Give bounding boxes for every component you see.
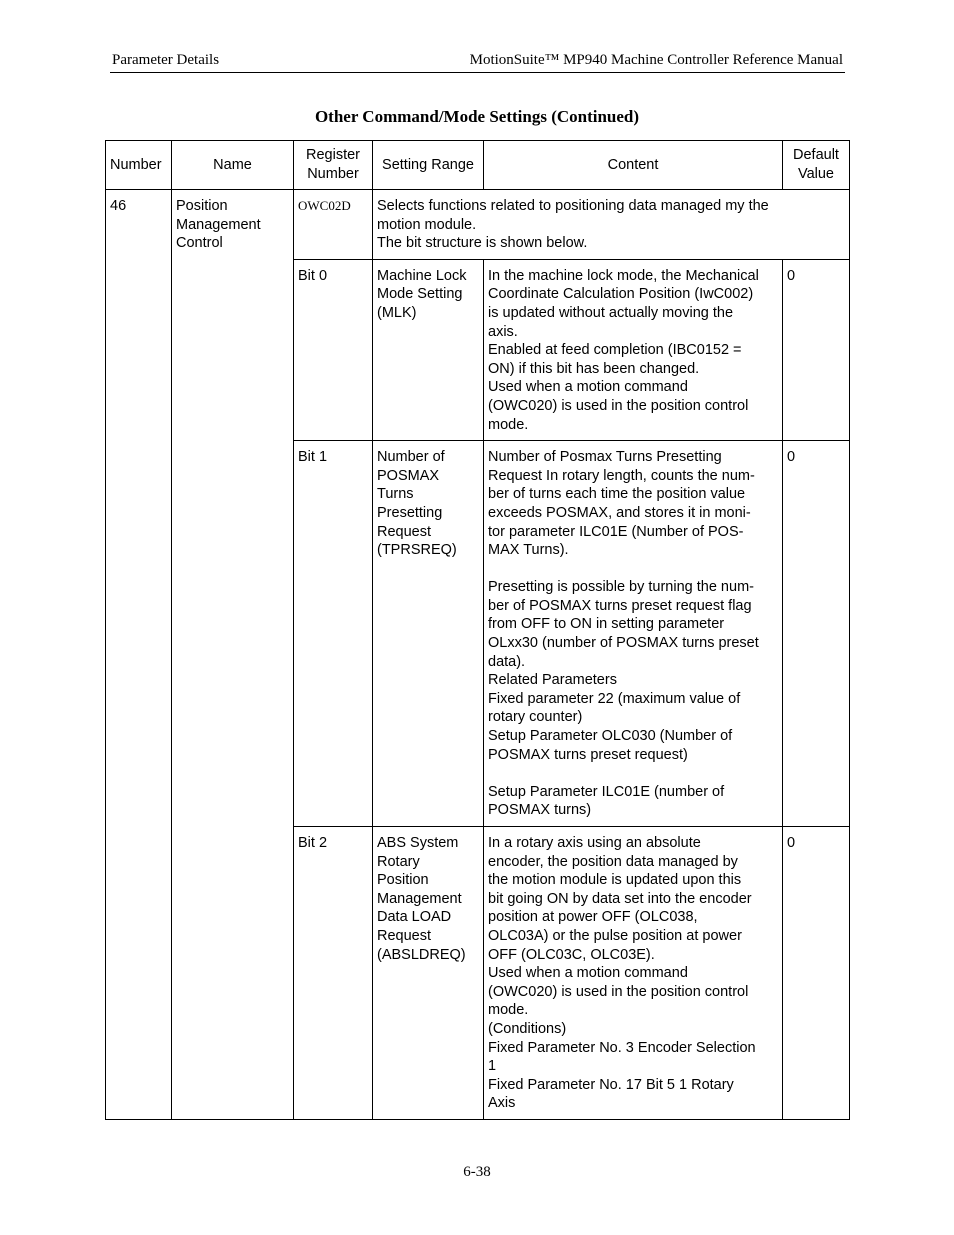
setting-line: Data LOAD (377, 909, 452, 926)
content-line: bit going ON by data set into the encoder (488, 890, 752, 907)
bit-label: Bit 2 (294, 827, 373, 1120)
setting-line: Request (377, 523, 432, 540)
setting-line: Presetting (377, 504, 443, 521)
content-line: Presetting is possible by turning the num- (488, 579, 754, 596)
name-line: Control (176, 235, 223, 252)
bit-content (484, 259, 783, 440)
content-line: exceeds POSMAX, and stores it in moni- (488, 504, 751, 521)
content-line: OLxx30 (number of POSMAX turns preset (488, 635, 759, 652)
content-line: Used when a motion command (488, 379, 688, 396)
column-header-name: Name (172, 141, 294, 190)
content-line: Axis (488, 1095, 516, 1112)
content-line: POSMAX turns) (488, 802, 592, 819)
content-line: ON) if this bit has been changed. (488, 360, 700, 377)
setting-line: (MLK) (377, 304, 417, 321)
content-line: Setup Parameter ILC01E (number of (488, 783, 725, 800)
bit-label: Bit 1 (294, 441, 373, 827)
content-line: Related Parameters (488, 672, 617, 689)
setting-line: Machine Lock (377, 267, 467, 284)
column-header-number: Number (106, 141, 172, 190)
setting-line: Request (377, 927, 432, 944)
content-line: Setup Parameter OLC030 (Number of (488, 728, 733, 745)
register-number: OWC02D (294, 190, 373, 260)
setting-line: Rotary (377, 853, 420, 870)
default-value: 0 (783, 827, 850, 1120)
content-line: ber of POSMAX turns preset request flag (488, 597, 752, 614)
content-line: the motion module is updated upon this (488, 872, 742, 889)
setting-range (373, 441, 484, 827)
paragraph-gap (488, 560, 778, 579)
content-line: In the machine lock mode, the Mechanical (488, 267, 759, 284)
content-line: mode. (488, 416, 529, 433)
section-title: Other Command/Mode Settings (Continued) (314, 107, 640, 126)
setting-range (373, 259, 484, 440)
content-line: In a rotary axis using an absolute (488, 835, 701, 851)
parameter-table (105, 140, 850, 1120)
column-header-register-number (294, 141, 373, 190)
content-line: mode. (488, 1002, 529, 1019)
content-line: axis. (488, 323, 518, 340)
content-line: Enabled at feed completion (IBC0152 = (488, 342, 742, 359)
setting-line: Management (377, 890, 462, 907)
default-value: 0 (783, 441, 850, 827)
paragraph-gap (488, 764, 778, 783)
content-line: Coordinate Calculation Position (IwC002) (488, 286, 754, 303)
setting-line: Turns (377, 486, 414, 503)
header-line: Register (306, 147, 360, 164)
column-header-content: Content (484, 141, 783, 190)
content-line: tor parameter ILC01E (Number of POS- (488, 523, 744, 540)
table-row (106, 190, 850, 260)
running-header-manual-title: MotionSuite™ MP940 Machine Controller Reference Manual (469, 52, 843, 68)
parameter-number: 46 (106, 190, 172, 1120)
running-header-section: Parameter Details (112, 52, 220, 68)
setting-line: (ABSLDREQ) (377, 946, 466, 963)
content-line: rotary counter) (488, 709, 583, 726)
content-line: POSMAX turns preset request) (488, 746, 688, 763)
column-header-default-value (783, 141, 850, 190)
default-value: 0 (783, 259, 850, 440)
content-line: (OWC020) is used in the position control (488, 397, 749, 414)
header-line: Value (797, 166, 834, 182)
content-line: Request In rotary length, counts the num- (488, 467, 755, 484)
content-line: Number of Posmax Turns Presetting (488, 449, 722, 466)
content-line: encoder, the position data managed by (488, 853, 738, 870)
bit-content (484, 827, 783, 1120)
content-line: is updated without actually moving the (488, 304, 734, 321)
header-divider (110, 72, 845, 73)
parameter-description (373, 190, 850, 260)
parameter-name (172, 190, 294, 1120)
content-line: Used when a motion command (488, 965, 688, 982)
content-line: data). (488, 653, 526, 670)
content-line: Fixed parameter 22 (maximum value of (488, 690, 741, 707)
table-header-row (106, 141, 850, 190)
setting-line: Position (377, 872, 429, 889)
column-header-setting-range: Setting Range (373, 141, 484, 190)
content-line: (OWC020) is used in the position control (488, 983, 749, 1000)
content-line: 1 (488, 1058, 497, 1075)
content-line: (Conditions) (488, 1020, 567, 1037)
content-line: MAX Turns). (488, 542, 569, 559)
description-line: motion module. (377, 216, 477, 233)
content-line: position at power OFF (OLC038, (488, 909, 698, 926)
setting-line: ABS System (377, 835, 459, 851)
name-line: Position (176, 198, 228, 214)
content-line: Fixed Parameter No. 3 Encoder Selection (488, 1039, 756, 1056)
bit-content (484, 441, 783, 827)
header-line: Default (793, 147, 839, 164)
content-line: ber of turns each time the position value (488, 486, 746, 503)
header-line: Number (307, 166, 359, 182)
content-line: OLC03A) or the pulse position at power (488, 927, 742, 944)
setting-line: POSMAX (377, 467, 440, 484)
setting-line: Number of (377, 449, 445, 466)
setting-line: Mode Setting (377, 286, 463, 303)
content-line: Fixed Parameter No. 17 Bit 5 1 Rotary (488, 1076, 734, 1093)
content-line: OFF (OLC03C, OLC03E). (488, 946, 655, 963)
setting-range (373, 827, 484, 1120)
setting-line: (TPRSREQ) (377, 542, 457, 559)
name-line: Management (176, 216, 261, 233)
description-line: The bit structure is shown below. (377, 235, 588, 252)
content-line: from OFF to ON in setting parameter (488, 616, 725, 633)
page-number: 6-38 (463, 1164, 491, 1180)
description-line: Selects functions related to positioning data managed my the (377, 198, 769, 214)
bit-label: Bit 0 (294, 259, 373, 440)
